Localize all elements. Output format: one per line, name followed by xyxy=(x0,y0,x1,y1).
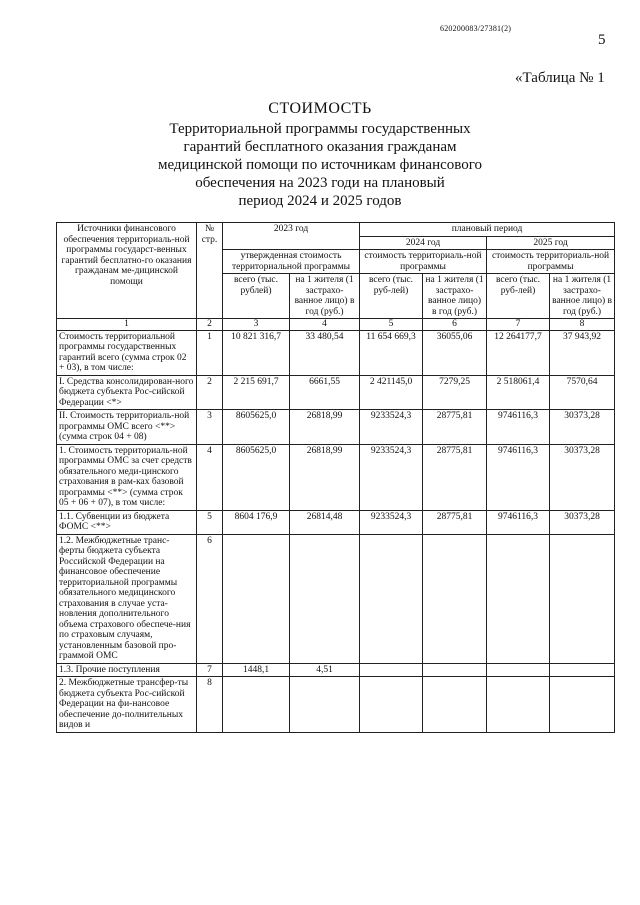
cell-total-2025: 9746116,3 xyxy=(487,410,550,445)
header-approved-cost: утвержденная стоимость территориальной программы xyxy=(223,250,360,274)
cell-total-2023: 8604 176,9 xyxy=(223,510,290,534)
table-label: «Таблица № 1 xyxy=(515,70,605,86)
financing-table xyxy=(56,222,615,733)
cell-per-capita-2024 xyxy=(423,677,487,733)
row-source-name: 2. Межбюджетные трансфер-ты бюджета субъекта Рос-сийской Федерации на фи-нансовое обеспечение до-полнительных видов и xyxy=(57,677,197,733)
cell-total-2023 xyxy=(223,677,290,733)
row-line-no: 5 xyxy=(197,510,223,534)
document-code: 620200083/27381(2) xyxy=(440,24,512,33)
cell-per-capita-2025: 30373,28 xyxy=(550,410,615,445)
cell-per-capita-2024 xyxy=(423,534,487,663)
header-cost-2025: стоимость территориаль-ной программы xyxy=(487,250,615,274)
cell-total-2023: 8605625,0 xyxy=(223,410,290,445)
cell-total-2024: 9233524,3 xyxy=(360,444,423,510)
row-line-no: 4 xyxy=(197,444,223,510)
cell-per-capita-2024: 28775,81 xyxy=(423,410,487,445)
table-row xyxy=(57,444,615,510)
title-line: Территориальной программы государственных xyxy=(169,121,471,137)
cell-total-2024: 9233524,3 xyxy=(360,410,423,445)
cell-per-capita-2023: 26814,48 xyxy=(290,510,360,534)
header-total-2024: всего (тыс. руб-лей) xyxy=(360,274,423,319)
header-line-no: № стр. xyxy=(197,223,223,319)
title-line: обеспечения на 2023 годи на плановый xyxy=(195,175,445,191)
table-row xyxy=(57,534,615,663)
row-source-name: 1.1. Субвенции из бюджета ФОМС <**> xyxy=(57,510,197,534)
cell-total-2025 xyxy=(487,677,550,733)
cell-per-capita-2025 xyxy=(550,534,615,663)
page-number: 5 xyxy=(598,32,606,48)
column-number: 5 xyxy=(360,319,423,331)
cell-total-2025: 12 264177,7 xyxy=(487,330,550,375)
row-source-name: I. Средства консолидирован-ного бюджета субъекта Рос-сийской Федерации <*> xyxy=(57,375,197,410)
cell-total-2025: 9746116,3 xyxy=(487,510,550,534)
header-year-2024: 2024 год xyxy=(360,236,487,250)
row-source-name: 1. Стоимость территориаль-ной программы ОМС за счет средств обязательного меди-цинского страхования в рам-ках базовой программы <**> (сумма строк 05 + 06 + 07), в том числе: xyxy=(57,444,197,510)
column-number: 3 xyxy=(223,319,290,331)
row-line-no: 7 xyxy=(197,663,223,677)
table-row xyxy=(57,330,615,375)
header-source: Источники финансового обеспечения территориаль-ной программы государст-венных гарантий бесплатно-го оказания гражданам ме-дицинской помощи xyxy=(57,223,197,319)
row-line-no: 2 xyxy=(197,375,223,410)
header-year-2023: 2023 год xyxy=(223,223,360,250)
cell-per-capita-2024: 7279,25 xyxy=(423,375,487,410)
table-row xyxy=(57,510,615,534)
column-number-row xyxy=(57,319,615,331)
column-number: 2 xyxy=(197,319,223,331)
cell-per-capita-2023 xyxy=(290,677,360,733)
cell-per-capita-2024: 28775,81 xyxy=(423,444,487,510)
cell-per-capita-2023: 26818,99 xyxy=(290,410,360,445)
cell-per-capita-2025: 30373,28 xyxy=(550,444,615,510)
row-line-no: 1 xyxy=(197,330,223,375)
cell-per-capita-2023: 4,51 xyxy=(290,663,360,677)
row-source-name: 1.3. Прочие поступления xyxy=(57,663,197,677)
column-number: 7 xyxy=(487,319,550,331)
row-source-name: 1.2. Межбюджетные транс-ферты бюджета субъекта Российской Федерации на финансовое обеспечение территориальной программы обязательного медицинского страхования в случае уста-новления дополнительного объема страхового обеспече-ния по страховым случаям, установленным базовой про-граммой ОМС xyxy=(57,534,197,663)
row-line-no: 8 xyxy=(197,677,223,733)
cell-total-2023 xyxy=(223,534,290,663)
cell-total-2023: 10 821 316,7 xyxy=(223,330,290,375)
cell-per-capita-2024: 28775,81 xyxy=(423,510,487,534)
cell-per-capita-2024: 36055,06 xyxy=(423,330,487,375)
row-source-name: II. Стоимость территориаль-ной программы ОМС всего <**> (сумма строк 04 + 08) xyxy=(57,410,197,445)
header-cost-2024: стоимость территориаль-ной программы xyxy=(360,250,487,274)
table-row xyxy=(57,410,615,445)
header-total-2023: всего (тыс. рублей) xyxy=(223,274,290,319)
cell-total-2024: 2 421145,0 xyxy=(360,375,423,410)
row-source-name: Стоимость территориальной программы государственных гарантий всего (сумма строк 02 + 03), в том числе: xyxy=(57,330,197,375)
header-per-capita-2023: на 1 жителя (1 застрахо-ванное лицо) в год (руб.) xyxy=(290,274,360,319)
cell-per-capita-2025: 7570,64 xyxy=(550,375,615,410)
cell-per-capita-2023: 33 480,54 xyxy=(290,330,360,375)
table-row xyxy=(57,375,615,410)
header-row xyxy=(57,223,615,237)
title-line: период 2024 и 2025 годов xyxy=(238,193,402,209)
cell-per-capita-2023: 6661,55 xyxy=(290,375,360,410)
cell-total-2025 xyxy=(487,663,550,677)
row-line-no: 3 xyxy=(197,410,223,445)
title-line: гарантий бесплатного оказания гражданам xyxy=(183,139,457,155)
cell-per-capita-2025 xyxy=(550,663,615,677)
column-number: 4 xyxy=(290,319,360,331)
column-number: 8 xyxy=(550,319,615,331)
cell-total-2025: 9746116,3 xyxy=(487,444,550,510)
cell-per-capita-2024 xyxy=(423,663,487,677)
table-row xyxy=(57,677,615,733)
header-planned-period: плановый период xyxy=(360,223,615,237)
cell-per-capita-2023 xyxy=(290,534,360,663)
header-total-2025: всего (тыс. руб-лей) xyxy=(487,274,550,319)
header-per-capita-2025: на 1 жителя (1 застрахо-ванное лицо) в год (руб.) xyxy=(550,274,615,319)
cell-total-2023: 2 215 691,7 xyxy=(223,375,290,410)
cell-total-2024 xyxy=(360,534,423,663)
column-number: 1 xyxy=(57,319,197,331)
header-per-capita-2024: на 1 жителя (1 застрахо-ванное лицо) в год (руб.) xyxy=(423,274,487,319)
cell-total-2024: 11 654 669,3 xyxy=(360,330,423,375)
cell-per-capita-2023: 26818,99 xyxy=(290,444,360,510)
row-line-no: 6 xyxy=(197,534,223,663)
title-heading: СТОИМОСТЬ xyxy=(268,100,372,117)
cell-total-2023: 8605625,0 xyxy=(223,444,290,510)
cell-per-capita-2025: 30373,28 xyxy=(550,510,615,534)
cell-total-2024 xyxy=(360,677,423,733)
cell-per-capita-2025 xyxy=(550,677,615,733)
document-title xyxy=(0,100,640,210)
header-year-2025: 2025 год xyxy=(487,236,615,250)
cell-total-2023: 1448,1 xyxy=(223,663,290,677)
column-number: 6 xyxy=(423,319,487,331)
cell-total-2025 xyxy=(487,534,550,663)
cell-total-2024 xyxy=(360,663,423,677)
cell-total-2024: 9233524,3 xyxy=(360,510,423,534)
cell-per-capita-2025: 37 943,92 xyxy=(550,330,615,375)
table-row xyxy=(57,663,615,677)
cell-total-2025: 2 518061,4 xyxy=(487,375,550,410)
title-line: медицинской помощи по источникам финансового xyxy=(157,157,483,173)
